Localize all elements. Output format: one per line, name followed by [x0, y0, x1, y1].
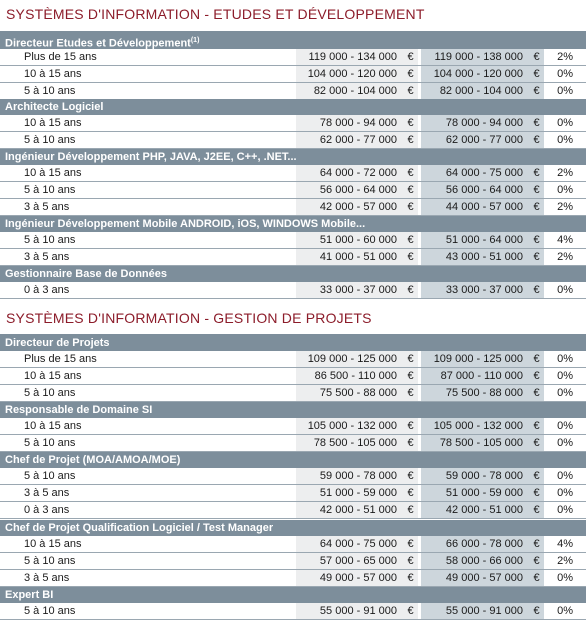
job-group-header	[0, 452, 586, 468]
currency-symbol: €	[529, 570, 544, 587]
experience-label: 0 à 3 ans	[24, 284, 70, 296]
job-group-header	[0, 216, 586, 232]
salary-range-current: 104 000 - 120 000	[421, 66, 529, 83]
salary-range-current: 49 000 - 57 000	[421, 570, 529, 587]
salary-range-previous: 33 000 - 37 000	[296, 282, 403, 299]
salary-range-current: 119 000 - 138 000	[421, 49, 529, 66]
salary-range-current: 51 000 - 64 000	[421, 232, 529, 249]
salary-range-previous: 105 000 - 132 000	[296, 418, 403, 435]
section-title: SYSTÈMES D'INFORMATION - ETUDES ET DÉVELOPPEMENT	[6, 6, 425, 22]
currency-symbol: €	[529, 182, 544, 199]
currency-symbol: €	[403, 553, 418, 570]
currency-symbol: €	[529, 368, 544, 385]
salary-range-current: 44 000 - 57 000	[421, 199, 529, 216]
table-row	[0, 132, 586, 149]
experience-label: 5 à 10 ans	[24, 437, 76, 449]
table-row	[0, 603, 586, 620]
salary-range-previous: 104 000 - 120 000	[296, 66, 403, 83]
salary-range-previous: 82 000 - 104 000	[296, 83, 403, 100]
salary-range-previous: 56 000 - 64 000	[296, 182, 403, 199]
experience-label: 10 à 15 ans	[24, 420, 82, 432]
currency-symbol: €	[529, 199, 544, 216]
table-row	[0, 536, 586, 553]
experience-label: 5 à 10 ans	[24, 134, 76, 146]
change-percent: 0%	[557, 437, 573, 449]
job-title: Architecte Logiciel	[5, 101, 104, 113]
salary-range-previous: 64 000 - 72 000	[296, 165, 403, 182]
job-title: Ingénieur Développement Mobile ANDROID, iOS, WINDOWS Mobile...	[5, 218, 366, 230]
salary-range-previous: 62 000 - 77 000	[296, 132, 403, 149]
currency-symbol: €	[403, 351, 418, 368]
change-percent: 0%	[557, 117, 573, 129]
change-percent: 2%	[557, 51, 573, 63]
currency-symbol: €	[403, 199, 418, 216]
change-percent: 2%	[557, 167, 573, 179]
salary-range-previous: 57 000 - 65 000	[296, 553, 403, 570]
table-row	[0, 282, 586, 299]
salary-range-previous: 75 500 - 88 000	[296, 385, 403, 402]
experience-label: Plus de 15 ans	[24, 51, 97, 63]
change-percent: 0%	[557, 387, 573, 399]
experience-label: 3 à 5 ans	[24, 487, 70, 499]
job-title: Chef de Projet (MOA/AMOA/MOE)	[5, 454, 181, 466]
change-percent: 0%	[557, 184, 573, 196]
section-title: SYSTÈMES D'INFORMATION - GESTION DE PROJETS	[6, 310, 372, 326]
experience-label: 10 à 15 ans	[24, 117, 82, 129]
salary-range-previous: 55 000 - 91 000	[296, 603, 403, 620]
table-row	[0, 418, 586, 435]
currency-symbol: €	[403, 115, 418, 132]
salary-range-previous: 119 000 - 134 000	[296, 49, 403, 66]
job-title: Responsable de Domaine SI	[5, 404, 153, 416]
row-divider	[0, 518, 586, 519]
currency-symbol: €	[529, 502, 544, 519]
experience-label: 0 à 3 ans	[24, 504, 70, 516]
job-group-header	[0, 33, 586, 49]
salary-range-current: 62 000 - 77 000	[421, 132, 529, 149]
currency-symbol: €	[403, 385, 418, 402]
currency-symbol: €	[529, 435, 544, 452]
table-row	[0, 435, 586, 452]
experience-label: 3 à 5 ans	[24, 201, 70, 213]
salary-range-previous: 109 000 - 125 000	[296, 351, 403, 368]
salary-range-current: 58 000 - 66 000	[421, 553, 529, 570]
currency-symbol: €	[529, 83, 544, 100]
table-row	[0, 368, 586, 385]
job-title: Directeur Etudes et Développement	[5, 37, 191, 50]
currency-symbol: €	[403, 66, 418, 83]
currency-symbol: €	[403, 282, 418, 299]
salary-range-previous: 42 000 - 57 000	[296, 199, 403, 216]
footnote-marker: (1)	[190, 37, 200, 44]
change-percent: 0%	[557, 353, 573, 365]
change-percent: 0%	[557, 370, 573, 382]
currency-symbol: €	[529, 603, 544, 620]
currency-symbol: €	[529, 232, 544, 249]
change-percent: 2%	[557, 201, 573, 213]
table-row	[0, 182, 586, 199]
table-row	[0, 351, 586, 368]
salary-range-current: 82 000 - 104 000	[421, 83, 529, 100]
table-row	[0, 502, 586, 519]
change-percent: 2%	[557, 251, 573, 263]
experience-label: 5 à 10 ans	[24, 85, 76, 97]
job-group-header	[0, 587, 586, 603]
salary-range-previous: 86 500 - 110 000	[296, 368, 403, 385]
salary-range-previous: 51 000 - 60 000	[296, 232, 403, 249]
table-row	[0, 83, 586, 100]
currency-symbol: €	[529, 385, 544, 402]
salary-range-current: 105 000 - 132 000	[421, 418, 529, 435]
salary-range-previous: 42 000 - 51 000	[296, 502, 403, 519]
job-group-header	[0, 149, 586, 165]
change-percent: 0%	[557, 85, 573, 97]
currency-symbol: €	[403, 570, 418, 587]
currency-symbol: €	[403, 368, 418, 385]
currency-symbol: €	[529, 536, 544, 553]
salary-range-previous: 78 500 - 105 000	[296, 435, 403, 452]
job-title: Chef de Projet Qualification Logiciel / Test Manager	[5, 522, 274, 534]
salary-range-current: 56 000 - 64 000	[421, 182, 529, 199]
table-row	[0, 385, 586, 402]
experience-label: 5 à 10 ans	[24, 184, 76, 196]
currency-symbol: €	[529, 418, 544, 435]
experience-label: 10 à 15 ans	[24, 538, 82, 550]
change-percent: 0%	[557, 68, 573, 80]
table-row	[0, 49, 586, 66]
job-group-header	[0, 99, 586, 115]
salary-range-current: 42 000 - 51 000	[421, 502, 529, 519]
salary-range-current: 75 500 - 88 000	[421, 385, 529, 402]
experience-label: 5 à 10 ans	[24, 555, 76, 567]
change-percent: 4%	[557, 234, 573, 246]
salary-range-previous: 78 000 - 94 000	[296, 115, 403, 132]
experience-label: 5 à 10 ans	[24, 470, 76, 482]
currency-symbol: €	[403, 232, 418, 249]
change-percent: 0%	[557, 605, 573, 617]
table-row	[0, 249, 586, 266]
currency-symbol: €	[403, 182, 418, 199]
experience-label: 5 à 10 ans	[24, 387, 76, 399]
salary-range-previous: 64 000 - 75 000	[296, 536, 403, 553]
experience-label: 10 à 15 ans	[24, 370, 82, 382]
experience-label: 10 à 15 ans	[24, 167, 82, 179]
row-divider	[0, 298, 586, 299]
change-percent: 0%	[557, 420, 573, 432]
salary-range-current: 33 000 - 37 000	[421, 282, 529, 299]
job-title: Directeur de Projets	[5, 337, 110, 349]
job-group-header	[0, 266, 586, 282]
table-row	[0, 570, 586, 587]
currency-symbol: €	[403, 485, 418, 502]
experience-label: 10 à 15 ans	[24, 68, 82, 80]
job-group-header	[0, 520, 586, 536]
salary-range-current: 109 000 - 125 000	[421, 351, 529, 368]
currency-symbol: €	[403, 49, 418, 66]
salary-range-current: 87 000 - 110 000	[421, 368, 529, 385]
change-percent: 4%	[557, 538, 573, 550]
experience-label: Plus de 15 ans	[24, 353, 97, 365]
table-row	[0, 199, 586, 216]
experience-label: 3 à 5 ans	[24, 251, 70, 263]
change-percent: 2%	[557, 555, 573, 567]
table-row	[0, 468, 586, 485]
currency-symbol: €	[529, 351, 544, 368]
salary-range-previous: 59 000 - 78 000	[296, 468, 403, 485]
currency-symbol: €	[529, 132, 544, 149]
job-group-header	[0, 335, 586, 351]
currency-symbol: €	[403, 603, 418, 620]
table-row	[0, 485, 586, 502]
experience-label: 5 à 10 ans	[24, 605, 76, 617]
salary-range-current: 55 000 - 91 000	[421, 603, 529, 620]
table-row	[0, 66, 586, 83]
currency-symbol: €	[403, 435, 418, 452]
change-percent: 0%	[557, 134, 573, 146]
currency-symbol: €	[529, 49, 544, 66]
currency-symbol: €	[529, 485, 544, 502]
currency-symbol: €	[529, 249, 544, 266]
salary-range-current: 78 000 - 94 000	[421, 115, 529, 132]
currency-symbol: €	[403, 165, 418, 182]
currency-symbol: €	[529, 115, 544, 132]
currency-symbol: €	[403, 468, 418, 485]
currency-symbol: €	[403, 83, 418, 100]
change-percent: 0%	[557, 284, 573, 296]
salary-range-current: 51 000 - 59 000	[421, 485, 529, 502]
currency-symbol: €	[403, 132, 418, 149]
salary-range-current: 64 000 - 75 000	[421, 165, 529, 182]
currency-symbol: €	[403, 502, 418, 519]
salary-range-previous: 41 000 - 51 000	[296, 249, 403, 266]
currency-symbol: €	[403, 249, 418, 266]
currency-symbol: €	[529, 468, 544, 485]
experience-label: 5 à 10 ans	[24, 234, 76, 246]
currency-symbol: €	[529, 282, 544, 299]
job-group-header	[0, 402, 586, 418]
currency-symbol: €	[529, 66, 544, 83]
change-percent: 0%	[557, 572, 573, 584]
table-row	[0, 553, 586, 570]
salary-range-previous: 51 000 - 59 000	[296, 485, 403, 502]
salary-range-current: 59 000 - 78 000	[421, 468, 529, 485]
job-title: Ingénieur Développement PHP, JAVA, J2EE, C++, .NET...	[5, 151, 297, 163]
currency-symbol: €	[529, 165, 544, 182]
table-row	[0, 165, 586, 182]
change-percent: 0%	[557, 470, 573, 482]
change-percent: 0%	[557, 504, 573, 516]
salary-range-previous: 49 000 - 57 000	[296, 570, 403, 587]
currency-symbol: €	[403, 418, 418, 435]
table-row	[0, 115, 586, 132]
experience-label: 3 à 5 ans	[24, 572, 70, 584]
salary-range-current: 66 000 - 78 000	[421, 536, 529, 553]
job-title: Expert BI	[5, 589, 54, 601]
salary-range-current: 78 500 - 105 000	[421, 435, 529, 452]
salary-range-current: 43 000 - 51 000	[421, 249, 529, 266]
table-row	[0, 232, 586, 249]
job-title: Gestionnaire Base de Données	[5, 268, 167, 280]
currency-symbol: €	[403, 536, 418, 553]
currency-symbol: €	[529, 553, 544, 570]
change-percent: 0%	[557, 487, 573, 499]
